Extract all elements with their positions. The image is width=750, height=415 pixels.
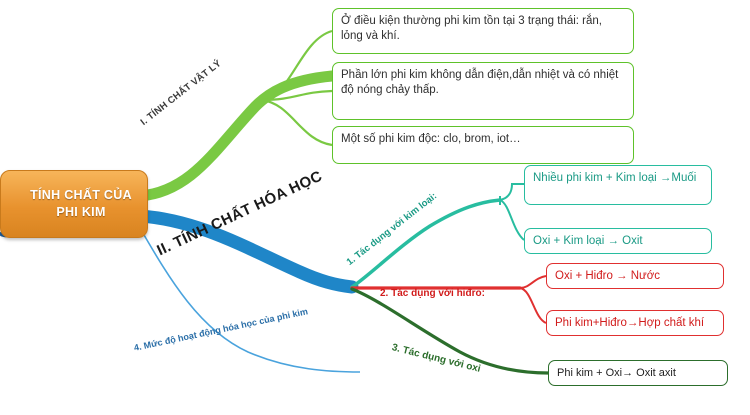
leaf-oxygen-plus-hydrogen[interactable]: Oxi + Hiđro → Nước [546, 263, 724, 289]
leaf-nonmetal-plus-oxygen[interactable]: Phi kim + Oxi→ Oxit axit [548, 360, 728, 386]
leaf-oxygen-plus-metal[interactable]: Oxi + Kim loại → Oxit [524, 228, 712, 254]
sub-branch-label-oxygen-reaction[interactable]: 3. Tác dụng với oxi [390, 342, 482, 375]
sub-branch-label-hydrogen-reaction[interactable]: 2. Tác dụng với hiđro: [380, 288, 485, 299]
branch-label-physical-properties[interactable]: I. TÍNH CHẤT VẬT LÝ [138, 58, 224, 128]
leaf-conductivity[interactable]: Phần lớn phi kim không dẫn điện,dẫn nhiệt và có nhiệt độ nóng chảy thấp. [332, 62, 634, 120]
center-node-line1: TÍNH CHẤT CỦA [30, 188, 132, 202]
branch-label-activity-level[interactable]: 4. Mức độ hoạt động hóa học của phi kim [132, 306, 309, 353]
center-node[interactable] [0, 170, 148, 238]
branch-label-chemical-properties[interactable]: II. TÍNH CHẤT HÓA HỌC [154, 167, 326, 260]
leaf-nonmetal-plus-metal[interactable]: Nhiều phi kim + Kim loại →Muối [524, 165, 712, 205]
leaf-physical-states[interactable]: Ở điều kiện thường phi kim tồn tại 3 trạng thái: rắn, lỏng và khí. [332, 8, 634, 54]
sub-branch-label-metal-reaction[interactable]: 1. Tác dụng với kim loại: [344, 190, 440, 268]
leaf-toxic-nonmetals[interactable]: Một số phi kim độc: clo, brom, iot… [332, 126, 634, 164]
center-node-line2: PHI KIM [56, 205, 106, 219]
center-node-label [16, 187, 132, 221]
leaf-nonmetal-plus-hydrogen[interactable]: Phi kim+Hiđro→Hợp chất khí [546, 310, 724, 336]
